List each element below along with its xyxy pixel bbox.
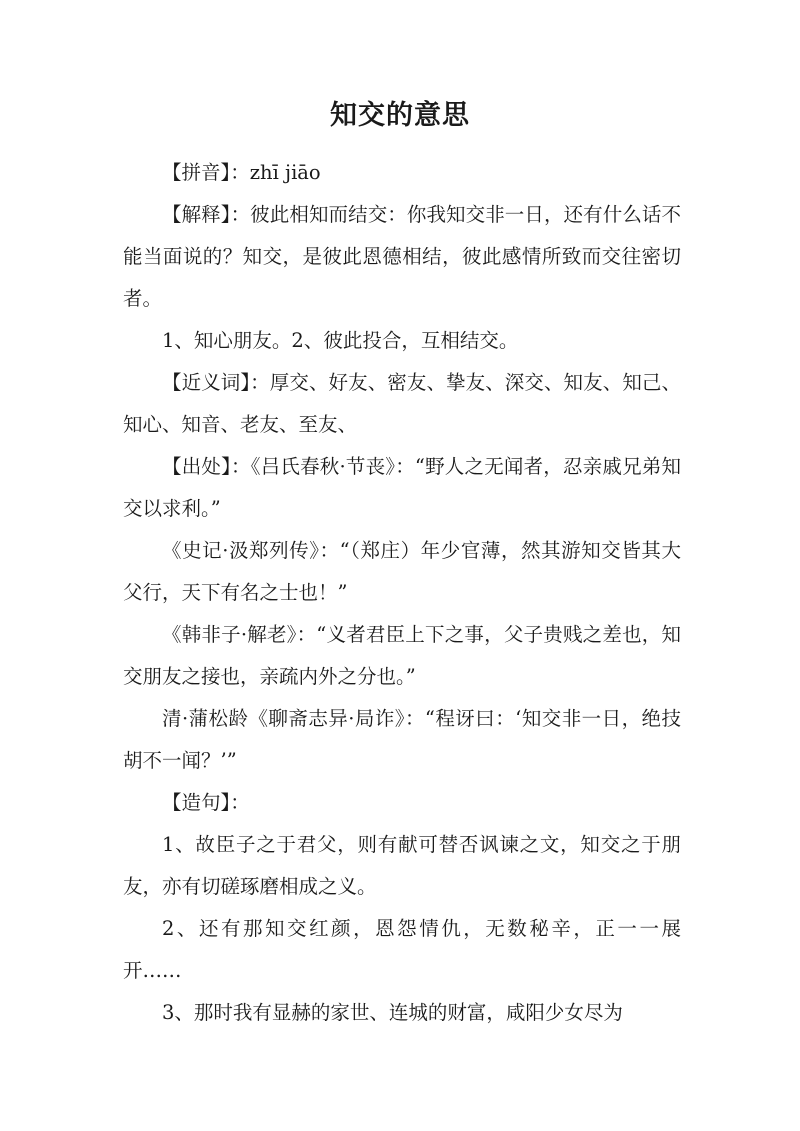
paragraph-quote-hanfeizi: 《韩非子·解老》：“义者君臣上下之事，父子贵贱之差也，知交朋友之接也，亲疏内外之分也。” <box>123 623 681 688</box>
paragraph-meanings: 1、知心朋友。2、彼此投合，互相结交。 <box>162 329 519 352</box>
paragraph-example-3: 3、那时我有显赫的家世、连城的财富，咸阳少女尽为 <box>162 1001 623 1024</box>
paragraph-example-1: 1、故臣子之于君父，则有献可替否讽谏之文，知交之于朋友，亦有切磋琢磨相成之义。 <box>123 833 681 898</box>
paragraph-explanation: 【解释】：彼此相知而结交：你我知交非一日，还有什么话不能当面说的？知交，是彼此恩德相结，彼此感情所致而交往密切者。 <box>123 203 681 310</box>
paragraph-pinyin: 【拼音】：zhī jiāo <box>162 161 321 184</box>
paragraph-source: 【出处】：《吕氏春秋·节丧》：“野人之无闻者，忍亲戚兄弟知交以求利。” <box>123 455 681 520</box>
paragraph-example-heading: 【造句】： <box>162 791 250 814</box>
document-body <box>123 152 681 1034</box>
paragraph-synonyms: 【近义词】：厚交、好友、密友、挚友、深交、知友、知己、知心、知音、老友、至友、 <box>123 371 681 436</box>
paragraph-example-2: 2、还有那知交红颜，恩怨情仇，无数秘辛，正一一展开…… <box>123 917 681 982</box>
paragraph-quote-liaozhai: 清·蒲松龄《聊斋志异·局诈》：“程讶曰：‘知交非一日，绝技胡不一闻？’” <box>123 707 681 772</box>
paragraph-quote-shiji: 《史记·汲郑列传》：“（郑庄）年少官薄，然其游知交皆其大父行，天下有名之士也！” <box>123 539 681 604</box>
document-title: 知交的意思 <box>330 100 470 131</box>
